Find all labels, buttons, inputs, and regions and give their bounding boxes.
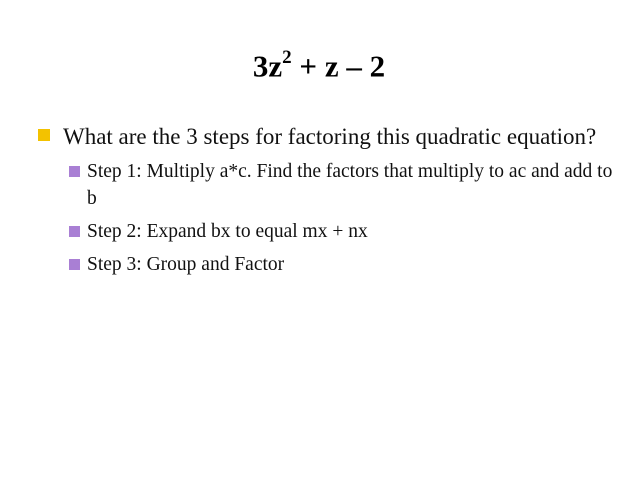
square-bullet-icon (69, 259, 80, 270)
square-bullet-icon (69, 166, 80, 177)
sub-bullet-list (63, 158, 626, 278)
sub-bullet-text: Step 3: Group and Factor (87, 254, 285, 275)
title-rest: + z – 2 (291, 48, 386, 84)
bullet-text: What are the 3 steps for factoring this quadratic equation? (63, 124, 597, 149)
sub-bullet-text: Step 1: Multiply a*c. Find the factors that multiply to ac and add to b (87, 161, 613, 209)
bullet-item (36, 121, 626, 278)
sub-bullet-item (63, 218, 626, 245)
title-base: 3z (252, 48, 283, 84)
sub-bullet-text: Step 2: Expand bx to equal mx + nx (87, 221, 368, 242)
title-exponent: 2 (282, 47, 292, 68)
slide-title (0, 40, 638, 86)
sub-bullet-item (63, 251, 626, 278)
sub-bullet-item (63, 158, 626, 212)
square-bullet-icon (69, 226, 80, 237)
bullet-list (36, 121, 626, 284)
square-bullet-icon (38, 129, 50, 141)
